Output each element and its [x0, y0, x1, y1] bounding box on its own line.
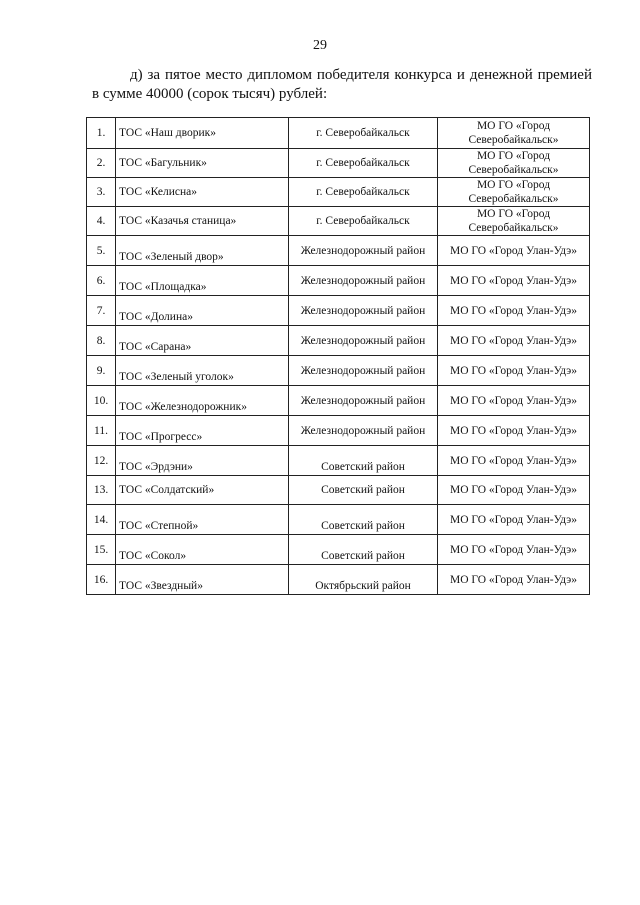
- table-row: [87, 149, 590, 178]
- tos-name: ТОС «Эрдэни»: [116, 446, 289, 476]
- row-number: 16.: [87, 565, 116, 595]
- district: г. Северобайкальск: [289, 207, 438, 236]
- intro-paragraph: д) за пятое место дипломом победителя конкурса и денежной премией в сумме 40000 (сорок тысяч) рублей:: [92, 67, 592, 102]
- tos-name: ТОС «Площадка»: [116, 266, 289, 296]
- municipality: МО ГО «Город Северобайкальск»: [438, 118, 590, 149]
- table-row: [87, 118, 590, 149]
- table-row: [87, 296, 590, 326]
- district: Железнодорожный район: [289, 266, 438, 296]
- district: Советский район: [289, 446, 438, 476]
- row-number: 3.: [87, 178, 116, 207]
- tos-name: ТОС «Солдатский»: [116, 476, 289, 505]
- tos-name: ТОС «Багульник»: [116, 149, 289, 178]
- municipality: МО ГО «Город Улан-Удэ»: [438, 446, 590, 476]
- tos-name: ТОС «Сарана»: [116, 326, 289, 356]
- page-number: 29: [313, 38, 327, 53]
- tos-name: ТОС «Долина»: [116, 296, 289, 326]
- table-row: [87, 326, 590, 356]
- tos-name: ТОС «Железнодорожник»: [116, 386, 289, 416]
- row-number: 12.: [87, 446, 116, 476]
- district: Железнодорожный район: [289, 356, 438, 386]
- tos-name: ТОС «Зеленый двор»: [116, 236, 289, 266]
- tos-name: ТОС «Сокол»: [116, 535, 289, 565]
- row-number: 5.: [87, 236, 116, 266]
- municipality: МО ГО «Город Улан-Удэ»: [438, 416, 590, 446]
- district: Советский район: [289, 505, 438, 535]
- table-row: [87, 416, 590, 446]
- district: г. Северобайкальск: [289, 149, 438, 178]
- district: Железнодорожный район: [289, 416, 438, 446]
- tos-name: ТОС «Степной»: [116, 505, 289, 535]
- district: г. Северобайкальск: [289, 118, 438, 149]
- municipality: МО ГО «Город Северобайкальск»: [438, 207, 590, 236]
- municipality: МО ГО «Город Северобайкальск»: [438, 149, 590, 178]
- row-number: 6.: [87, 266, 116, 296]
- winners-table: [86, 117, 590, 595]
- row-number: 15.: [87, 535, 116, 565]
- municipality: МО ГО «Город Улан-Удэ»: [438, 296, 590, 326]
- tos-name: ТОС «Звездный»: [116, 565, 289, 595]
- row-number: 4.: [87, 207, 116, 236]
- table-row: [87, 565, 590, 595]
- municipality: МО ГО «Город Улан-Удэ»: [438, 266, 590, 296]
- table-row: [87, 266, 590, 296]
- tos-name: ТОС «Казачья станица»: [116, 207, 289, 236]
- tos-name: ТОС «Наш дворик»: [116, 118, 289, 149]
- municipality: МО ГО «Город Северобайкальск»: [438, 178, 590, 207]
- row-number: 14.: [87, 505, 116, 535]
- municipality: МО ГО «Город Улан-Удэ»: [438, 476, 590, 505]
- table-row: [87, 476, 590, 505]
- municipality: МО ГО «Город Улан-Удэ»: [438, 326, 590, 356]
- table-row: [87, 207, 590, 236]
- row-number: 9.: [87, 356, 116, 386]
- tos-name: ТОС «Зеленый уголок»: [116, 356, 289, 386]
- district: Железнодорожный район: [289, 236, 438, 266]
- row-number: 11.: [87, 416, 116, 446]
- row-number: 1.: [87, 118, 116, 149]
- row-number: 13.: [87, 476, 116, 505]
- table-row: [87, 505, 590, 535]
- table-row: [87, 178, 590, 207]
- municipality: МО ГО «Город Улан-Удэ»: [438, 356, 590, 386]
- district: Железнодорожный район: [289, 296, 438, 326]
- district: Советский район: [289, 476, 438, 505]
- municipality: МО ГО «Город Улан-Удэ»: [438, 236, 590, 266]
- table-row: [87, 236, 590, 266]
- table-row: [87, 386, 590, 416]
- table-row: [87, 356, 590, 386]
- municipality: МО ГО «Город Улан-Удэ»: [438, 505, 590, 535]
- municipality: МО ГО «Город Улан-Удэ»: [438, 386, 590, 416]
- district: Советский район: [289, 535, 438, 565]
- row-number: 7.: [87, 296, 116, 326]
- district: Октябрьский район: [289, 565, 438, 595]
- table-row: [87, 446, 590, 476]
- row-number: 8.: [87, 326, 116, 356]
- tos-name: ТОС «Прогресс»: [116, 416, 289, 446]
- tos-name: ТОС «Келисна»: [116, 178, 289, 207]
- table-row: [87, 535, 590, 565]
- municipality: МО ГО «Город Улан-Удэ»: [438, 565, 590, 595]
- district: Железнодорожный район: [289, 386, 438, 416]
- district: Железнодорожный район: [289, 326, 438, 356]
- district: г. Северобайкальск: [289, 178, 438, 207]
- municipality: МО ГО «Город Улан-Удэ»: [438, 535, 590, 565]
- row-number: 2.: [87, 149, 116, 178]
- row-number: 10.: [87, 386, 116, 416]
